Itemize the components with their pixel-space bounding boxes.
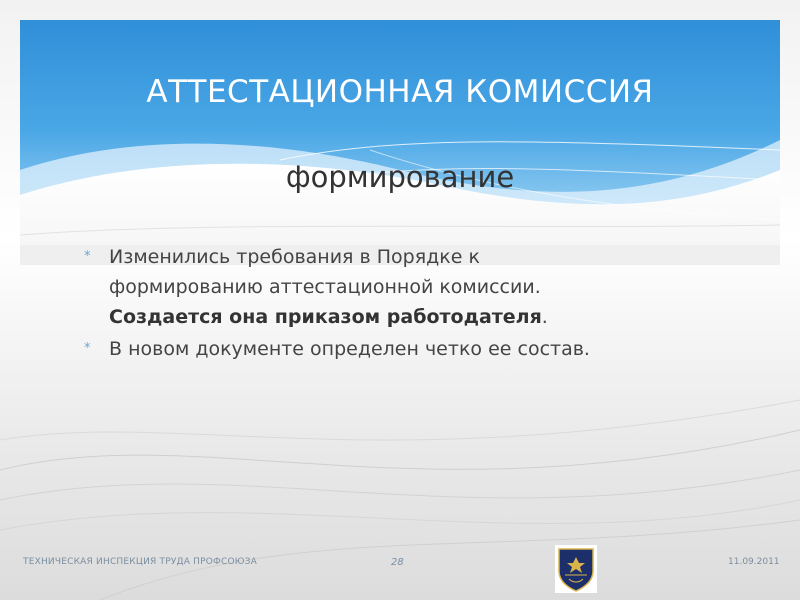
asterisk-bullet-icon: * — [84, 341, 91, 356]
footer-organization: ТЕХНИЧЕСКАЯ ИНСПЕКЦИЯ ТРУДА ПРОФСОЮЗА — [23, 557, 258, 567]
bullet-line: Изменились требования в Порядке к — [109, 246, 480, 268]
header-band — [20, 20, 780, 265]
bullet-list — [82, 242, 722, 366]
bullet-line-bold: Создается она приказом работодателя — [109, 306, 542, 328]
bullet-item — [82, 242, 722, 332]
bullet-line: формированию аттестационной комиссии. — [109, 276, 541, 298]
slide-subtitle: формирование — [285, 160, 515, 194]
bullet-line: В новом документе определен четко ее состав. — [109, 338, 590, 360]
bullet-line-tail: . — [541, 306, 548, 328]
footer-page-number: 28 — [391, 557, 404, 568]
footer-date: 11.09.2011 — [728, 557, 780, 567]
asterisk-bullet-icon: * — [84, 249, 91, 264]
slide-title: АТТЕСТАЦИОННАЯ КОМИССИЯ — [146, 74, 654, 110]
union-emblem-icon — [555, 545, 597, 593]
bullet-item — [82, 334, 722, 364]
